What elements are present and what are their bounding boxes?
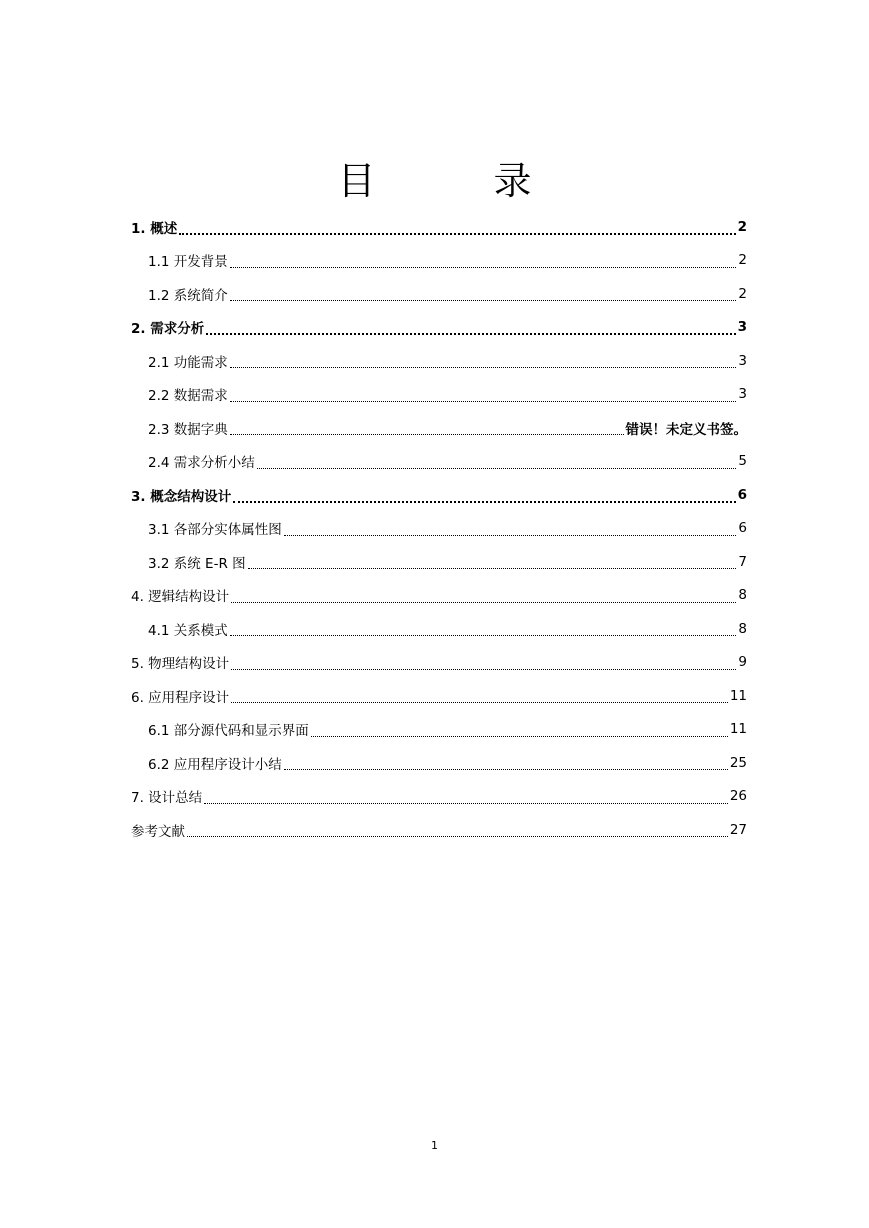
toc-entry[interactable] (131, 545, 747, 579)
toc-entry-title: 4.1 关系模式 (148, 622, 228, 639)
toc-entry[interactable] (131, 579, 747, 613)
table-of-contents (131, 210, 747, 847)
toc-dot-leader (230, 391, 737, 402)
toc-entry-title: 6.2 应用程序设计小结 (148, 756, 282, 773)
toc-entry-title: 6. 应用程序设计 (131, 689, 230, 706)
toc-entry-title: 3. 概念结构设计 (131, 488, 232, 505)
toc-entry-page: 6 (738, 520, 747, 537)
toc-entry-page: 26 (729, 788, 747, 805)
toc-entry[interactable] (131, 713, 747, 747)
toc-entry-title: 5. 物理结构设计 (131, 656, 230, 673)
toc-entry-page: 8 (738, 620, 747, 637)
toc-dot-leader (248, 558, 737, 569)
toc-entry[interactable] (131, 344, 747, 378)
toc-entry-title: 3.2 系统 E-R 图 (148, 555, 246, 572)
page-number: 1 (431, 1139, 438, 1152)
toc-dot-leader (231, 659, 736, 670)
toc-dot-leader (257, 458, 737, 469)
toc-entry-title: 2.3 数据字典 (148, 421, 228, 438)
toc-entry-title: 1. 概述 (131, 220, 178, 237)
toc-entry[interactable] (131, 746, 747, 780)
toc-entry-title: 4. 逻辑结构设计 (131, 589, 230, 606)
toc-entry[interactable] (131, 378, 747, 412)
toc-entry-page: 3 (737, 319, 747, 336)
toc-entry-page: 5 (738, 453, 747, 470)
toc-entry-title: 3.1 各部分实体属性图 (148, 522, 282, 539)
toc-dot-leader (187, 826, 728, 837)
toc-entry-page: 8 (738, 587, 747, 604)
toc-entry-page: 2 (738, 285, 747, 302)
toc-entry[interactable] (131, 612, 747, 646)
toc-entry-title: 1.1 开发背景 (148, 254, 228, 271)
toc-entry-page: 25 (729, 754, 747, 771)
toc-entry-page: 3 (738, 386, 747, 403)
toc-entry[interactable] (131, 445, 747, 479)
toc-entry[interactable] (131, 780, 747, 814)
toc-entry[interactable] (131, 210, 747, 244)
toc-entry-page: 6 (737, 486, 747, 503)
toc-entry[interactable] (131, 277, 747, 311)
toc-entry-title: 2.1 功能需求 (148, 354, 228, 371)
toc-entry-title: 2. 需求分析 (131, 321, 205, 338)
toc-dot-leader (231, 692, 728, 703)
toc-entry-page: 2 (738, 252, 747, 269)
toc-entry[interactable] (131, 311, 747, 345)
toc-entry[interactable] (131, 646, 747, 680)
toc-title: 目 录 (337, 159, 572, 203)
toc-entry[interactable] (131, 813, 747, 847)
toc-entry-page: 7 (738, 553, 747, 570)
toc-entry[interactable] (131, 512, 747, 546)
toc-dot-leader (230, 357, 737, 368)
toc-entry-title: 2.2 数据需求 (148, 388, 228, 405)
toc-entry[interactable] (131, 478, 747, 512)
toc-entry[interactable] (131, 411, 747, 445)
toc-dot-leader (230, 257, 737, 268)
toc-entry[interactable] (131, 244, 747, 278)
toc-dot-leader (284, 525, 737, 536)
toc-dot-leader (230, 424, 624, 435)
toc-dot-leader (311, 726, 728, 737)
toc-entry-page: 3 (738, 352, 747, 369)
toc-dot-leader (206, 323, 735, 335)
toc-entry-title: 1.2 系统简介 (148, 287, 228, 304)
toc-entry[interactable] (131, 679, 747, 713)
toc-entry-title: 2.4 需求分析小结 (148, 455, 255, 472)
toc-entry-title: 7. 设计总结 (131, 790, 203, 807)
toc-dot-leader (230, 290, 737, 301)
toc-dot-leader (233, 491, 735, 503)
toc-entry-page: 错误！未定义书签。 (625, 421, 747, 438)
toc-dot-leader (204, 793, 728, 804)
toc-entry-page: 9 (738, 654, 747, 671)
toc-entry-page: 27 (729, 821, 747, 838)
toc-entry-page: 11 (729, 721, 747, 738)
toc-entry-title: 6.1 部分源代码和显示界面 (148, 723, 309, 740)
toc-dot-leader (284, 759, 728, 770)
toc-entry-page: 11 (729, 687, 747, 704)
toc-entry-page: 2 (737, 218, 747, 235)
toc-entry-title: 参考文献 (131, 823, 185, 840)
toc-dot-leader (179, 223, 735, 235)
toc-dot-leader (231, 592, 736, 603)
toc-dot-leader (230, 625, 737, 636)
